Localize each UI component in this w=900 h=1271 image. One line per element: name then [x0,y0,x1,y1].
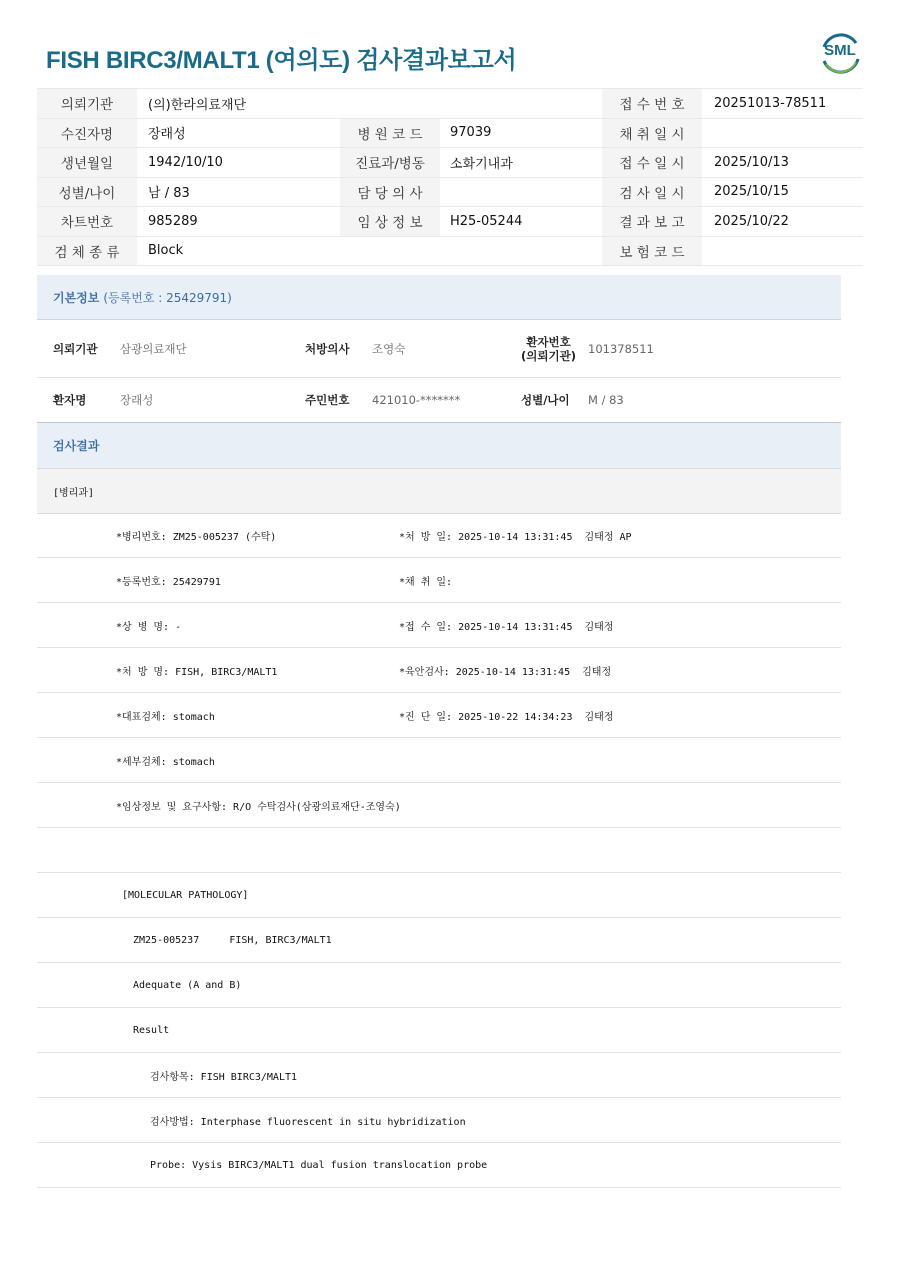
header-label: 수진자명 [37,119,137,148]
header-label: 접 수 번 호 [602,89,702,118]
info-key: 처방의사 [305,341,350,356]
result-left-item: *병리번호: ZM25-005237 (수탁) [116,531,277,543]
info-key-line: 환자번호 [526,334,571,349]
result-right-item: *채 취 일: [399,576,453,588]
result-row [37,1053,841,1098]
header-value: 소화기내과 [450,156,513,172]
header-value: 1942/10/10 [148,154,223,170]
header-value: 985289 [148,213,198,229]
header-row [37,148,863,178]
info-key: 환자명 [53,393,87,407]
header-value: 2025/10/15 [714,184,789,200]
result-right-item: *진 단 일: 2025-10-22 14:34:23 김태정 [399,711,614,723]
info-value: 421010-******* [372,393,461,407]
result-row [37,558,841,603]
result-left-item: *세부검체: stomach [116,756,215,768]
header-label: 검 사 일 시 [602,178,702,207]
header-label: 검 체 종 류 [37,237,137,266]
header-value: 장래성 [148,127,186,143]
header-label: 진료과/병동 [340,148,440,177]
result-right-item: *육안검사: 2025-10-14 13:31:45 김태정 [399,666,612,678]
results-header [37,423,841,469]
header-value: 97039 [450,125,492,141]
header-label: 의뢰기관 [37,89,137,118]
header-value: (의)한라의료재단 [148,97,247,113]
header-value: 20251013-78511 [714,95,827,111]
header-value: Block [148,243,184,259]
result-row [37,918,841,963]
result-row [37,1098,841,1143]
result-left-item: *처 방 명: FISH, BIRC3/MALT1 [116,666,278,678]
dept-bar [37,468,841,514]
logo-text: SML [824,42,856,59]
header-label: 생년월일 [37,148,137,177]
header-row [37,207,863,237]
info-value: M / 83 [588,393,624,407]
basic-info-label: 기본정보 [53,290,100,305]
result-left-item: *상 병 명: - [116,621,182,633]
result-row [37,693,841,738]
sml-logo [816,29,864,77]
result-row [37,648,841,693]
molecular-line: ZM25-005237 FISH, BIRC3/MALT1 [133,934,332,946]
info-key [521,320,576,377]
result-row [37,513,841,558]
result-row [37,738,841,783]
result-row-empty [37,828,841,873]
basic-info-title [53,275,232,319]
result-row [37,1143,841,1188]
results-title: 검사결과 [53,439,100,453]
molecular-line: [MOLECULAR PATHOLOGY] [122,889,249,901]
header-label: 접 수 일 시 [602,148,702,177]
header-label: 보 험 코 드 [602,237,702,266]
info-key-line: (의뢰기관) [521,348,576,363]
info-value: 삼광의료재단 [120,341,187,356]
report-title: FISH BIRC3/MALT1 (여의도) 검사결과보고서 [46,47,517,74]
result-row [37,1008,841,1053]
result-left-item: *등록번호: 25429791 [116,576,221,588]
patient-header-table [37,88,863,266]
result-row [37,603,841,648]
result-row [37,783,841,828]
header-value: 2025/10/22 [714,213,789,229]
molecular-line: Result [133,1024,170,1036]
result-right-item: *접 수 일: 2025-10-14 13:31:45 김태정 [399,621,614,633]
molecular-line: Adequate (A and B) [133,979,242,991]
result-right-item: *처 방 일: 2025-10-14 13:31:45 김태정 AP [399,531,632,543]
info-value: 장래성 [120,393,154,407]
dept-label: [병리과] [53,487,95,499]
header-value: H25-05244 [450,213,523,229]
basic-info-header [37,275,841,320]
header-value: 2025/10/13 [714,154,789,170]
result-row [37,963,841,1008]
header-row [37,119,863,149]
header-label: 병 원 코 드 [340,119,440,148]
result-left-item: *임상정보 및 요구사항: R/O 수탁검사(삼광의료재단-조영숙) [116,801,401,813]
header-label: 임 상 정 보 [340,207,440,236]
molecular-line: Probe: Vysis BIRC3/MALT1 dual fusion translocation probe [150,1159,488,1171]
molecular-line: 검사항목: FISH BIRC3/MALT1 [150,1071,298,1083]
result-left-item: *대표검체: stomach [116,711,215,723]
header-row [37,237,863,267]
header-label: 결 과 보 고 [602,207,702,236]
info-key: 성별/나이 [521,393,570,407]
header-value: 남 / 83 [148,186,190,202]
header-label: 담 당 의 사 [340,178,440,207]
info-value: 조영숙 [372,341,406,356]
basic-info-row [37,378,841,423]
result-row [37,873,841,918]
info-key: 의뢰기관 [53,341,98,356]
info-value: 101378511 [588,341,654,356]
header-label: 채 취 일 시 [602,119,702,148]
registration-number: (등록번호 : 25429791) [103,290,232,305]
header-row [37,88,863,119]
molecular-line: 검사방법: Interphase fluorescent in situ hybridization [150,1116,466,1128]
basic-info-row [37,320,841,378]
header-row [37,178,863,208]
info-key: 주민번호 [305,393,350,407]
header-label: 차트번호 [37,207,137,236]
header-label: 성별/나이 [37,178,137,207]
